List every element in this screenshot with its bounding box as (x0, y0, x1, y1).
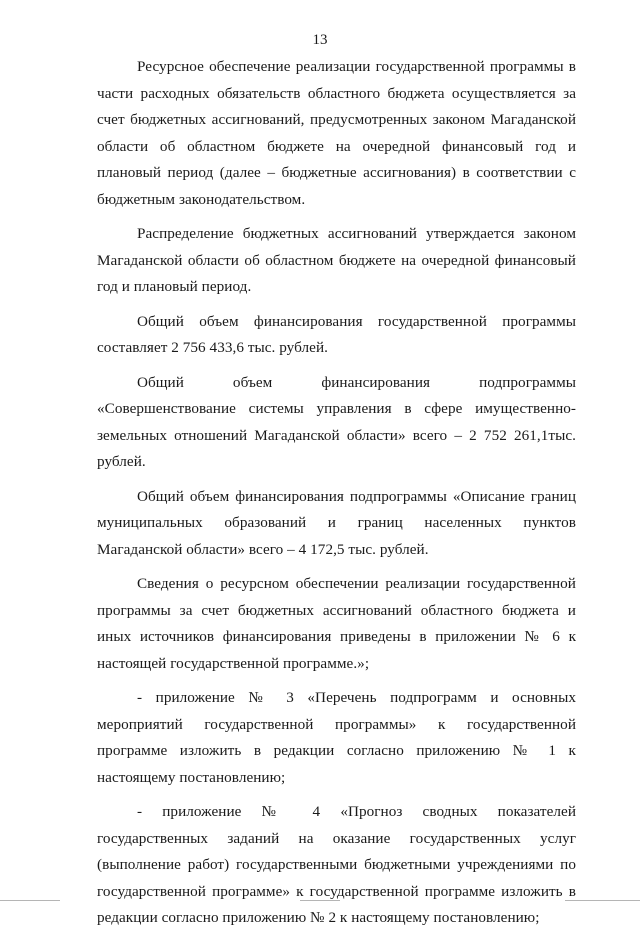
paragraph-appendix-4: - приложение № 4 «Прогноз сводных показателей государственных заданий на оказание государственных услуг (выполнение работ) государственными бюджетными учреждениями по государственной программе» к государственной программе изложить в редакции согласно приложению № 2 к настоящему постановлению; (97, 803, 576, 926)
document-body (97, 54, 576, 940)
paragraph-resource-info: Сведения о ресурсном обеспечении реализации государственной программы за счет бюджетных ассигнований областного бюджета и иных источников финансирования приведены в приложении № 6 к настоящей государственной программе.»; (97, 575, 576, 672)
footer-rule-right (565, 900, 640, 901)
page-number: 13 (312, 32, 328, 48)
paragraph-total-financing: Общий объем финансирования государственной программы составляет 2 756 433,6 тыс. рублей. (97, 312, 576, 356)
paragraph-subprogram-land-relations: Общий объем финансирования подпрограммы «Совершенствование системы управления в сфере имущественно-земельных отношений Магаданской области» всего – 2 752 261,1тыс. рублей. (97, 373, 576, 470)
paragraph-allocation: Распределение бюджетных ассигнований утверждается законом Магаданской области об областном бюджете на очередной финансовый год и плановый период. (97, 225, 576, 295)
paragraph-resource-provision: Ресурсное обеспечение реализации государственной программы в части расходных обязательств областного бюджета осуществляется за счет бюджетных ассигнований, предусмотренных законом Магаданской области об областном бюджете на очередной финансовый год и плановый период (далее – бюджетные ассигнования) в соответствии с бюджетным законодательством. (97, 58, 576, 208)
footer-rule-left (0, 900, 60, 901)
footer-rule-center (300, 900, 340, 901)
paragraph-subprogram-boundaries: Общий объем финансирования подпрограммы «Описание границ муниципальных образований и границ населенных пунктов Магаданской области» всего – 4 172,5 тыс. рублей. (97, 487, 576, 558)
paragraph-appendix-3: - приложение № 3 «Перечень подпрограмм и основных мероприятий государственной программы» к государственной программе изложить в редакции согласно приложению № 1 к настоящему постановлению; (97, 689, 576, 786)
